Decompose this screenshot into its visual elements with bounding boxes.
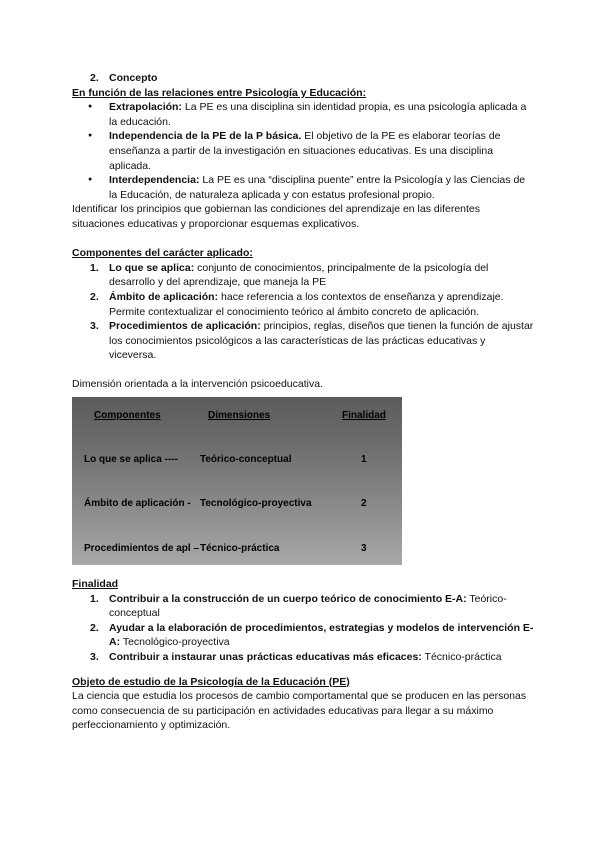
section-heading: Objeto de estudio de la Psicología de la Educación (PE) <box>72 675 350 688</box>
image-row-component: Lo que se aplica ---- <box>84 454 178 466</box>
section-heading: En función de las relaciones entre Psicología y Educación: <box>72 86 367 99</box>
item-number: 3. <box>90 320 99 333</box>
paragraph: La ciencia que estudia los procesos de cambio comportamental que se producen en las personas como consecuencia de su participación en actividades educativas para llegar a su máximo perfeccionamiento y optimización. <box>72 690 527 732</box>
image-row-finalidad: 3 <box>361 543 367 555</box>
numbered-list <box>72 261 534 363</box>
item-text: La PE es una disciplina sin identidad propia, es una psicología aplicada a la educación. <box>109 101 527 128</box>
numbered-list <box>72 592 534 665</box>
spacer <box>72 232 534 247</box>
item-text: La PE es una “disciplina puente” entre la Psicología y las Ciencias de la Educación, de naturaleza aplicada y con estatus profesional propio. <box>109 174 526 201</box>
spacer <box>72 665 534 675</box>
list-item <box>72 592 534 621</box>
item-text: Teórico-conceptual <box>109 592 507 620</box>
bullet-list <box>72 100 534 202</box>
image-row-dimension: Teórico-conceptual <box>200 454 292 466</box>
section-heading: Finalidad <box>72 578 119 591</box>
item-label: Concepto <box>109 72 158 84</box>
item-text: Tecnológico-proyectiva <box>120 636 230 649</box>
image-header-componentes: Componentes <box>94 410 161 422</box>
item-text: hace referencia a los contextos de enseñanza y aprendizaje. Permite contextualizar el conocimiento teórico al ámbito concreto de aplicación. <box>109 290 504 318</box>
item-term: Independencia de la PE de la P básica. <box>109 130 302 143</box>
item-number: 2. <box>90 72 99 84</box>
image-row-component: Ámbito de aplicación - <box>84 498 191 510</box>
image-header-finalidad: Finalidad <box>342 410 386 422</box>
spacer <box>72 565 534 577</box>
item-text: conjunto de conocimientos, principalmente de la psicología del desarrollo y del aprendizaje, que maneja la PE <box>109 261 489 289</box>
item-term: Interdependencia: <box>109 174 200 187</box>
item-number: 2. <box>90 290 99 303</box>
document-content <box>72 71 534 733</box>
item-term: Contribuir a la construcción de un cuerpo teórico de conocimiento E-A: <box>109 592 467 605</box>
list-item <box>72 650 534 665</box>
image-row-dimension: Técnico-práctica <box>200 543 280 555</box>
top-list <box>72 71 534 86</box>
item-number: 2. <box>90 621 99 634</box>
list-item <box>72 290 534 319</box>
item-term: Lo que se aplica: <box>109 261 195 274</box>
image-row-component: Procedimientos de apl – <box>84 543 200 555</box>
paragraph: Identificar los principios que gobiernan las condiciones del aprendizaje en las diferentes situaciones educativas y proporcionar esquemas explicativos. <box>72 203 481 230</box>
section-heading: Componentes del carácter aplicado: <box>72 247 253 260</box>
image-row-finalidad: 2 <box>361 498 367 510</box>
list-item <box>72 100 534 129</box>
image-header-dimensiones: Dimensiones <box>208 410 271 422</box>
item-number: 1. <box>90 261 99 274</box>
item-text: Técnico-práctica <box>421 651 502 664</box>
item-term: Extrapolación: <box>109 101 182 114</box>
spacer <box>72 363 534 378</box>
list-item <box>72 319 534 363</box>
components-table-image <box>72 397 402 565</box>
item-term: Contribuir a instaurar unas prácticas educativas más eficaces: <box>109 651 422 664</box>
item-term: Procedimientos de aplicación: <box>109 320 261 333</box>
item-text: El objetivo de la PE es elaborar teorías de enseñanza a partir de la investigación en situaciones educativas. Es una disciplina aplicada. <box>109 130 501 172</box>
list-item <box>72 621 534 650</box>
list-item <box>72 173 534 202</box>
figure-caption: Dimensión orientada a la intervención psicoeducativa. <box>72 378 323 391</box>
list-item <box>72 129 534 173</box>
item-text: principios, reglas, diseños que tienen la función de ajustar los conocimientos psicológicos a las características de las prácticas educativas y viceversa. <box>109 320 534 362</box>
list-item <box>72 261 534 290</box>
image-row-dimension: Tecnológico-proyectiva <box>200 498 312 510</box>
item-number: 3. <box>90 651 99 664</box>
image-row-finalidad: 1 <box>361 454 367 466</box>
item-term: Ayudar a la elaboración de procedimientos, estrategias y modelos de intervención E-A: <box>109 621 534 649</box>
item-number: 1. <box>90 592 99 605</box>
list-item <box>72 71 534 86</box>
item-term: Ámbito de aplicación: <box>109 290 219 303</box>
